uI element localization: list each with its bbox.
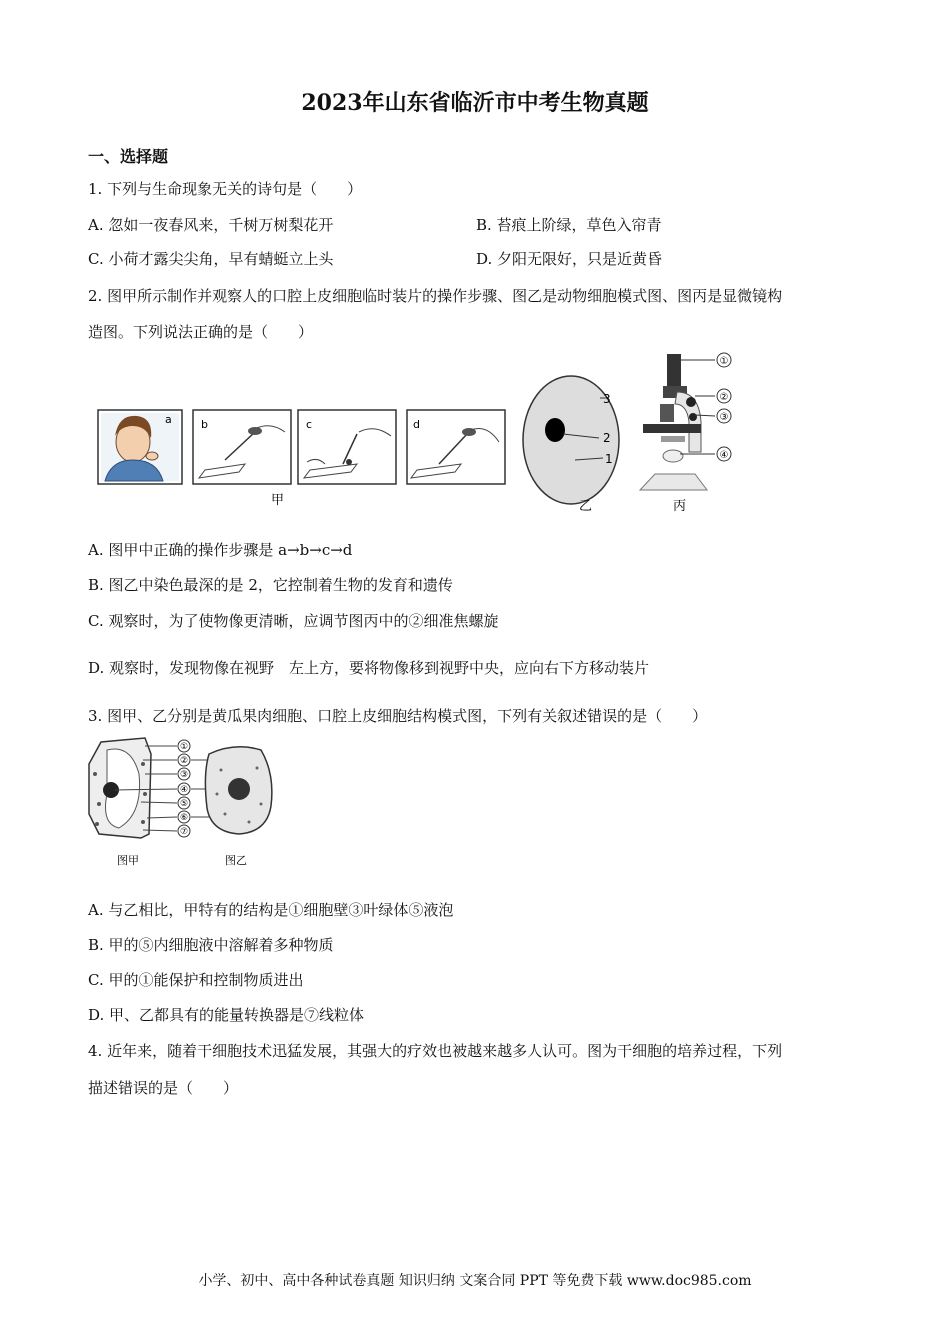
question-3-option-b: B. 甲的⑤内细胞液中溶解着多种物质	[88, 936, 334, 954]
cell-label-7: ⑦	[179, 827, 189, 837]
panel-label-b: b	[201, 418, 208, 431]
cell-label-3: 3	[603, 392, 611, 406]
question-1-option-a: A. 忽如一夜春风来，千树万树梨花开	[88, 216, 334, 234]
cell-label-2: ②	[179, 756, 189, 766]
question-1-option-b: B. 苔痕上阶绿，草色入帘青	[476, 216, 662, 234]
page-title: 2023年山东省临沂市中考生物真题	[301, 90, 649, 116]
step-d-panel	[407, 410, 505, 484]
question-2-stem-line1: 2. 图甲所示制作并观察人的口腔上皮细胞临时装片的操作步骤、图乙是动物细胞模式图、图丙是显微镜构	[88, 287, 783, 305]
question-1-stem: 1. 下列与生命现象无关的诗句是（ ）	[88, 180, 363, 198]
question-2-stem-line2: 造图。下列说法正确的是（ ）	[88, 323, 314, 341]
panel-label-c: c	[306, 418, 313, 431]
question-4-stem-line1: 4. 近年来，随着干细胞技术迅猛发展，其强大的疗效也被越来越多人认可。图为干细胞的培养过程，下列	[88, 1042, 783, 1060]
page-footer: 小学、初中、高中各种试卷真题 知识归纳 文案合同 PPT 等免费下载 www.doc985.com	[198, 1273, 752, 1289]
plant-cell-diagram	[89, 738, 151, 838]
question-2-option-a: A. 图甲中正确的操作步骤是 a→b→c→d	[88, 541, 353, 559]
question-1-option-d: D. 夕阳无限好，只是近黄昏	[476, 250, 663, 268]
cell-label-3: ③	[179, 770, 189, 780]
step-c-panel	[298, 410, 396, 484]
question-4-stem-line2: 描述错误的是（ ）	[88, 1079, 239, 1097]
figure-label-jia: 甲	[271, 493, 285, 508]
scope-label-3: ③	[719, 412, 729, 423]
figure-label-jia: 图甲	[117, 854, 139, 867]
question-2-option-c: C. 观察时，为了使物像更清晰，应调节图丙中的②细准焦螺旋	[88, 612, 499, 630]
question-3-option-d: D. 甲、乙都具有的能量转换器是⑦线粒体	[88, 1006, 365, 1024]
figure-label-yi: 乙	[579, 499, 593, 514]
question-2-option-d: D. 观察时，发现物像在视野 左上方，要将物像移到视野中央，应向右下方移动装片	[88, 659, 650, 677]
question-3-figure	[85, 734, 285, 874]
question-3-stem: 3. 图甲、乙分别是黄瓜果肉细胞、口腔上皮细胞结构模式图，下列有关叙述错误的是（ ）	[88, 707, 708, 725]
scope-label-1: ①	[719, 356, 729, 367]
step-b-panel	[193, 410, 291, 484]
figure-label-bing: 丙	[673, 499, 687, 514]
cell-label-6: ⑥	[179, 813, 189, 823]
question-3-option-a: A. 与乙相比，甲特有的结构是①细胞壁③叶绿体⑤液泡	[88, 901, 454, 919]
animal-cell-diagram	[205, 747, 271, 834]
microscope-diagram	[640, 353, 731, 490]
animal-cell-diagram	[523, 376, 619, 504]
cell-label-4: ④	[179, 785, 189, 795]
question-1-option-c: C. 小荷才露尖尖角，早有蜻蜓立上头	[88, 250, 334, 268]
panel-label-a: a	[165, 413, 172, 426]
question-2-figure	[95, 352, 755, 520]
section-heading: 一、选择题	[88, 147, 169, 166]
cell-label-5: ⑤	[179, 799, 189, 809]
question-3-option-c: C. 甲的①能保护和控制物质进出	[88, 971, 304, 989]
scope-label-2: ②	[719, 392, 729, 403]
panel-label-d: d	[413, 418, 420, 431]
cell-label-1: ①	[179, 742, 189, 752]
cell-label-1: 1	[605, 452, 613, 466]
cell-label-2: 2	[603, 431, 611, 445]
step-a-panel	[98, 410, 182, 484]
scope-label-4: ④	[719, 450, 729, 461]
figure-label-yi: 图乙	[225, 854, 247, 867]
question-2-option-b: B. 图乙中染色最深的是 2，它控制着生物的发育和遗传	[88, 576, 453, 594]
